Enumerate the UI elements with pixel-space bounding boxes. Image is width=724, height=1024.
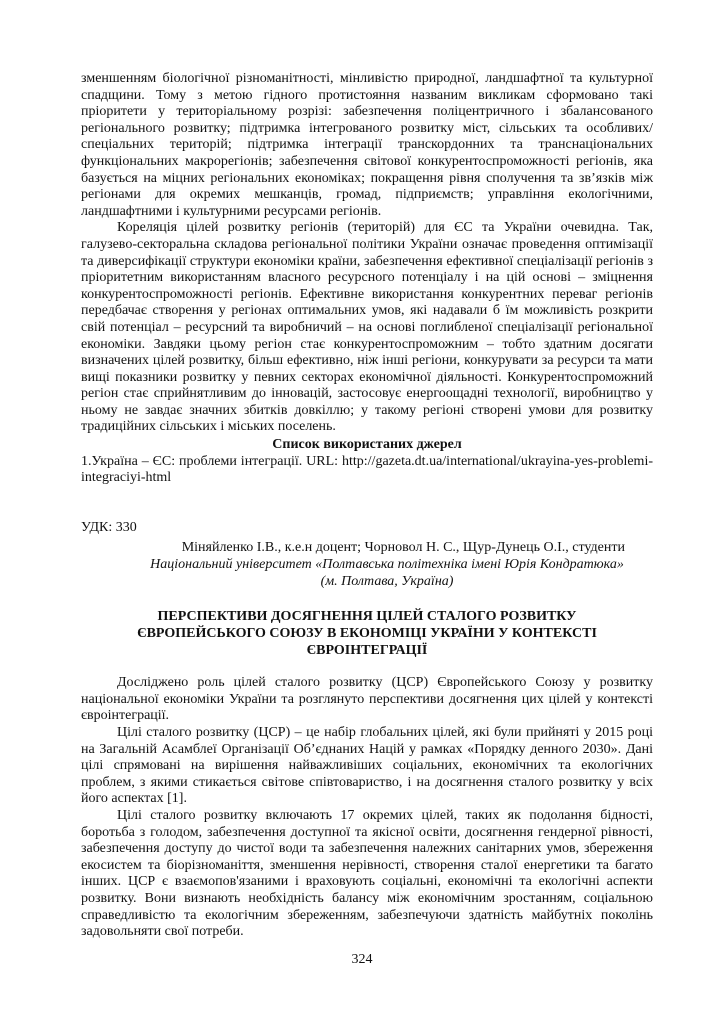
article-paragraph-1: Досліджено роль цілей сталого розвитку (ЦСР) Європейського Союзу у розвитку національної економіки України та розглянуто перспективи досягнення цих цілей у контексті євроінтеграції. bbox=[81, 675, 653, 724]
page-number: 324 bbox=[351, 952, 373, 967]
article-authors: Міняйленко І.В., к.е.н доцент; Чорновол Н. С., Щур-Дунець О.І., студенти bbox=[181, 540, 625, 556]
article-paragraph-3: Цілі сталого розвитку включають 17 окремих цілей, таких як подолання бідності, боротьба з голодом, забезпечення доступної та якісної освіти, досягнення гендерної рівності, забезпечення доступу до чистої води та забезпечення належних санітарних умов, збереження екосистем та біорізноманіття, зменшення нерівності, створення сталої енергетики та багато інших. ЦСР є взаємопов'язаними і враховують соціальні, економічні та екологічні аспекти розвитку. Вони визнають необхідність балансу між економічним зростанням, соціальною справедливістю та екологічним збереженням, забезпечуючи здатність майбутніх поколінь задовольняти свої потреби. bbox=[81, 807, 653, 940]
article-affiliation: Національний університет «Полтавська політехніка імені Юрія Кондратюка» bbox=[150, 557, 624, 573]
continuation-paragraph-1: зменшенням біологічної різноманітності, мінливістю природної, ландшафтної та культурної спадщини. Тому з метою гідного протистояння названим викликам сформовано такі пріоритети у територіальному розрізі: забезпечення поліцентричного і збалансованого регіонального розвитку; підтримка інтегрованого розвитку міст, сільських та особливих/спеціальних територій; підтримка інтеграції транскордонних та транснаціональних функціональних макрорегіонів; забезпечення світової конкурентоспроможності регіонів, яка базується на міцних регіональних економіках; покращення рівня сполучення та зв’язків між регіонами для окремих мешканців, громад, підприємств; управління екологічними, ландшафтними і культурними ресурсами регіонів. bbox=[81, 71, 653, 219]
document-page bbox=[81, 71, 653, 941]
article-city: (м. Полтава, Україна) bbox=[320, 573, 454, 589]
article-paragraph-2: Цілі сталого розвитку (ЦСР) – це набір глобальних цілей, які були прийняті у 2015 році на Загальній Асамблеї Організації Об’єднаних Націй у рамках «Порядку денного 2030». Дані цілі спрямовані на вирішення найважливіших соціальних, економічних та екологічних проблем, з якими стикається світове співтовариство, і на досягнення сталого розвитку у всіх його аспектах [1]. bbox=[81, 725, 653, 807]
references-title: Список використаних джерел bbox=[272, 437, 462, 453]
udk-code: УДК: 330 bbox=[81, 519, 137, 535]
reference-item-1: 1.Україна – ЄС: проблеми інтеграції. URL: http://gazeta.dt.ua/international/ukrayina-yes-problemi-integraciyi-html bbox=[81, 453, 653, 486]
continuation-paragraph-2: Кореляція цілей розвитку регіонів (територій) для ЄС та України очевидна. Так, галузево-секторальна складова регіональної політики України означає проведення оптимізації та диверсифікації структури економіки країни, забезпечення ефективної спеціалізації регіонів з пріоритетним використанням власного ресурсного потенціалу і на цій основі – зміцнення конкурентоспроможності регіонів. Ефективне використання конкурентних переваг регіонів передбачає створення у регіонах оптимальних умов, які надавали б їм можливість розкрити свій потенціал – ресурсний та виробничий – на основі поглибленої спеціалізації регіональної економіки. Завдяки цьому регіон стає конкурентоспроможним – тобто здатним досягати визначених цілей розвитку, більш ефективно, ніж інші регіони, конкурувати за ресурси та мати вищі показники розвитку у певних секторах економічної діяльності. Конкурентоспроможний регіон стає сприйнятливим до інновацій, застосовує енергоощадні технології, виробництво у ньому не завдає значних збитків довкіллю; у такому регіоні створені умови для розвитку традиційних сільських і міських поселень. bbox=[81, 220, 653, 435]
article-title: ПЕРСПЕКТИВИ ДОСЯГНЕННЯ ЦІЛЕЙ СТАЛОГО РОЗВИТКУ ЄВРОПЕЙСЬКОГО СОЮЗУ В ЕКОНОМІЦІ УКРАЇНИ У КОНТЕКСТІ ЄВРОІНТЕГРАЦІЇ bbox=[137, 609, 597, 659]
